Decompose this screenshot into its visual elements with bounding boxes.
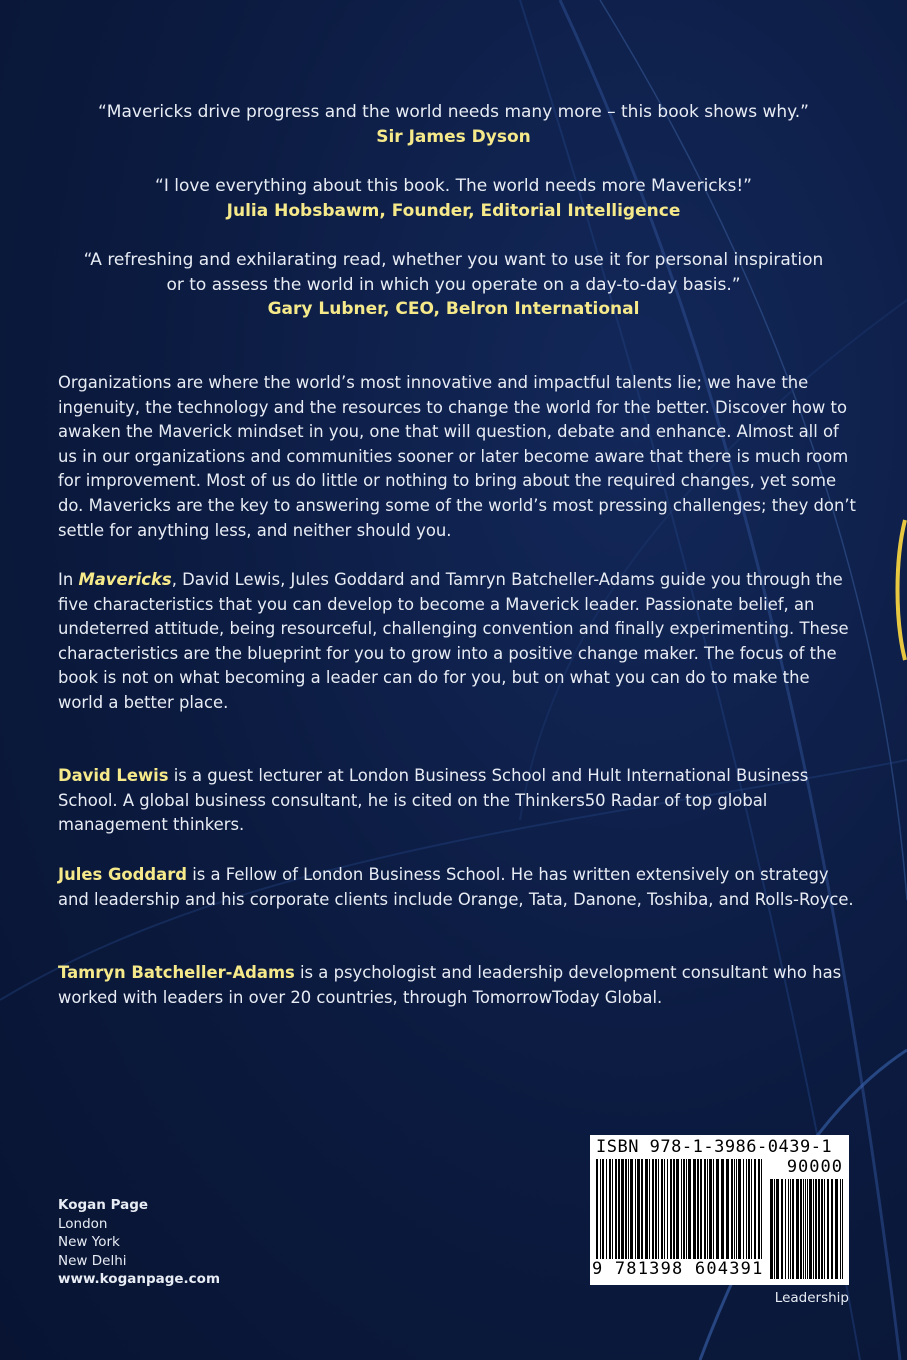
publisher-website: www.koganpage.com	[58, 1271, 221, 1287]
barcode-bar	[736, 1159, 737, 1259]
publisher-city: New Delhi	[58, 1252, 127, 1269]
barcode-bar	[716, 1159, 719, 1259]
barcode-bar	[785, 1179, 786, 1279]
publisher-block	[58, 1196, 220, 1289]
barcode-bar	[803, 1179, 804, 1279]
publisher-city: London	[58, 1215, 108, 1232]
description-paragraph-1: Organizations are where the world’s most innovative and impactful talents lie; we have the ingenuity, the technology and the resources to change the world for the better. Discover how to awaken the Maverick mindset in you, one that will question, debate and enhance. Almost all of us in our organizations and communities sooner or later become aware that there is much room for improvement. Most of us do little or nothing to bring about the required changes, yet some do. Mavericks are the key to answering some of the world’s most pressing challenges; they don’t settle for anything less, and neither should you.	[58, 373, 856, 540]
author-bio: is a Fellow of London Business School. He has written extensively on strategy and leadership and his corporate clients include Orange, Tata, Danone, Toshiba, and Rolls-Royce.	[58, 865, 854, 909]
publisher-name: Kogan Page	[58, 1197, 149, 1213]
barcode-bar	[746, 1159, 747, 1259]
barcode-bar	[655, 1159, 657, 1259]
quote-2	[60, 174, 847, 223]
quote-3	[60, 248, 847, 322]
barcode-bar	[612, 1159, 613, 1259]
quote-text: “Mavericks drive progress and the world needs many more – this book shows why.”	[98, 102, 809, 122]
barcode-bar	[827, 1179, 829, 1279]
barcode-bar	[761, 1159, 762, 1259]
barcode-bar	[809, 1179, 812, 1279]
barcode-bar	[748, 1159, 750, 1259]
barcode-bar	[831, 1179, 833, 1279]
barcode-bar	[606, 1159, 607, 1259]
barcode-bar	[788, 1179, 789, 1279]
barcode-bar	[688, 1159, 691, 1259]
barcode-bar	[790, 1179, 791, 1279]
barcode-bar	[676, 1159, 679, 1259]
barcode-bar	[751, 1159, 752, 1259]
barcode-bar	[683, 1159, 685, 1259]
barcode-bar	[630, 1159, 633, 1259]
barcode-bar	[635, 1159, 636, 1259]
author-name: Jules Goddard	[58, 865, 188, 884]
author-bio: is a psychologist and leadership development consultant who has worked with leaders in over 20 countries, through TomorrowToday Global.	[58, 963, 842, 1007]
barcode-bar	[813, 1179, 814, 1279]
barcode-bar	[686, 1159, 687, 1259]
paragraph-rest: , David Lewis, Jules Goddard and Tamryn Batcheller-Adams guide you through the five characteristics that you can develop to become a Maverick leader. Passionate belief, an undeterred attitude, being resourceful, challenging convention and finally experimenting. These characteristics are the blueprint for you to grow into a positive change maker. The focus of the book is not on what becoming a leader can do for you, but on what you can do to make the world a better place.	[58, 570, 849, 712]
barcode-bar	[721, 1159, 724, 1259]
barcode-bar	[618, 1159, 620, 1259]
barcode-bar	[821, 1179, 823, 1279]
isbn-barcode	[590, 1135, 849, 1285]
barcode-bar	[596, 1159, 598, 1259]
barcode-bar	[615, 1159, 617, 1259]
barcode-bar	[781, 1179, 783, 1279]
barcode-bar	[707, 1159, 708, 1259]
barcode-bar	[681, 1159, 682, 1259]
barcode-bar	[709, 1159, 712, 1259]
quote-text: “I love everything about this book. The world needs more Mavericks!”	[155, 176, 752, 196]
price-code: 90000	[786, 1157, 843, 1177]
quote-attribution: Julia Hobsbawm, Founder, Editorial Intelligence	[226, 200, 681, 221]
barcode-bar	[693, 1159, 696, 1259]
barcode-bar	[713, 1159, 714, 1259]
book-title: Mavericks	[78, 570, 172, 589]
barcode-bar	[731, 1159, 733, 1259]
barcode-bar	[602, 1159, 604, 1259]
barcode-bar	[670, 1159, 672, 1259]
barcode-bar	[800, 1179, 802, 1279]
barcode-bar	[700, 1159, 702, 1259]
barcode-bar	[628, 1159, 629, 1259]
barcode-bar	[796, 1179, 799, 1279]
quote-attribution: Sir James Dyson	[376, 126, 531, 147]
barcode-bar	[621, 1159, 624, 1259]
barcode-bar	[609, 1159, 611, 1259]
barcode-bar	[652, 1159, 654, 1259]
barcode-bar	[625, 1159, 627, 1259]
barcode-bar	[600, 1159, 601, 1259]
barcode-bar	[815, 1179, 817, 1279]
barcode-bar	[641, 1159, 643, 1259]
quote-attribution: Gary Lubner, CEO, Belron International	[267, 299, 640, 319]
author-name: David Lewis	[58, 766, 169, 785]
author-bio-3	[58, 961, 858, 1010]
barcode-bar	[840, 1179, 841, 1279]
barcode-bar	[734, 1159, 735, 1259]
ean-digits: 9 781398 604391	[592, 1259, 768, 1279]
isbn-label: ISBN 978-1-3986-0439-1	[596, 1137, 833, 1157]
barcode-bar	[664, 1159, 665, 1259]
barcode-bar	[807, 1179, 808, 1279]
barcode-bar	[743, 1159, 744, 1259]
barcode-bar	[758, 1159, 760, 1259]
category-label: Leadership	[774, 1290, 849, 1306]
barcode-bar	[637, 1159, 640, 1259]
author-bio: is a guest lecturer at London Business School and Hult International Business School. A global business consultant, he is cited on the Thinkers50 Radar of top global management thinkers.	[58, 766, 809, 835]
barcode-bar	[770, 1179, 773, 1279]
barcode-bar	[726, 1159, 729, 1259]
barcode-bar	[658, 1159, 659, 1259]
barcode-bar	[738, 1159, 741, 1259]
paragraph-prefix: In	[58, 570, 79, 589]
author-name: Tamryn Batcheller-Adams	[58, 963, 295, 982]
description-paragraph-2	[58, 568, 858, 716]
quote-text-line2: or to assess the world in which you operate on a day-to-day basis.”	[166, 274, 741, 295]
publisher-city: New York	[58, 1234, 120, 1250]
barcode-bar	[645, 1159, 648, 1259]
barcode-bar	[667, 1159, 668, 1259]
barcode-bar	[649, 1159, 650, 1259]
author-bio-1	[58, 764, 858, 838]
barcode-bar	[697, 1159, 699, 1259]
quote-text-line1: “A refreshing and exhilarating read, whether you want to use it for personal inspiration	[83, 250, 824, 270]
barcode-bar	[842, 1179, 843, 1279]
barcode-bar	[673, 1159, 675, 1259]
barcode-bar	[704, 1159, 706, 1259]
barcode-bar	[805, 1179, 806, 1279]
barcode-bar	[792, 1179, 794, 1279]
barcode-bar	[835, 1179, 838, 1279]
barcode-bar	[818, 1179, 820, 1279]
barcode-bar	[824, 1179, 825, 1279]
quote-1	[60, 100, 847, 149]
barcode-bar	[754, 1159, 756, 1259]
author-bio-2	[58, 863, 858, 912]
barcode-bar	[774, 1179, 775, 1279]
barcode-bar	[661, 1159, 663, 1259]
barcode-bar	[776, 1179, 779, 1279]
